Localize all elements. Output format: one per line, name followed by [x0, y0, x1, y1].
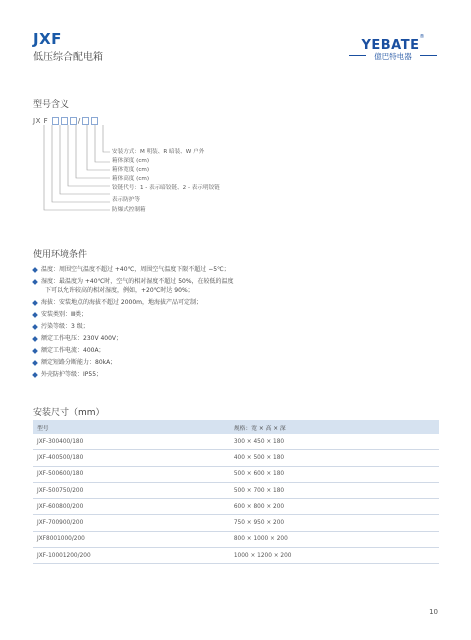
list-item — [33, 345, 105, 354]
meaning-height: 箱体高度 (cm) — [112, 176, 150, 182]
table-row — [33, 499, 439, 515]
dimensions-heading: 安装尺寸（mm） — [33, 408, 105, 418]
cell-size: 800 × 1000 × 200 — [160, 531, 439, 547]
cell-model: JXF-500750/200 — [33, 482, 160, 498]
list-item — [33, 264, 230, 273]
cell-model: JXF8001000/200 — [33, 531, 160, 547]
logo-registered: ® — [419, 34, 425, 40]
cell-size: 500 × 700 × 180 — [160, 482, 439, 498]
cell-size: 600 × 800 × 200 — [160, 499, 439, 515]
leader-line — [68, 125, 110, 186]
table-row — [33, 434, 439, 450]
list-item — [33, 309, 87, 318]
list-item-continuation — [45, 285, 194, 294]
list-item-text: 额定工作电流：400A； — [41, 347, 105, 354]
bullet-icon — [32, 279, 38, 285]
list-item — [33, 297, 202, 306]
list-item-text: 污染等级：3 级； — [41, 323, 89, 330]
table-row — [33, 482, 439, 498]
bullet-icon — [32, 324, 38, 330]
list-item-text: 湿度：最温度为 +40℃时，空气的相对湿度不超过 50%，在较低的温度 — [41, 278, 234, 285]
list-item — [33, 321, 89, 330]
leader-line — [52, 125, 110, 202]
cell-model: JXF-300400/180 — [33, 434, 160, 450]
cell-model: JXF-600800/200 — [33, 499, 160, 515]
model-code-separator: / — [77, 117, 81, 125]
leader-line — [44, 125, 110, 210]
meaning-install-mode: 安装方式：M 明装、R 暗装、W 户外 — [112, 149, 205, 155]
page-number: 10 — [429, 608, 438, 616]
table-row — [33, 548, 439, 564]
dimensions-table — [33, 420, 439, 564]
list-item — [33, 333, 122, 342]
bullet-icon — [32, 360, 38, 366]
list-item-text: 海拔：安装地点的海拔不超过 2000m，地海拔产品可定制； — [41, 299, 203, 306]
meaning-width: 箱体宽度 (cm) — [112, 167, 150, 173]
column-header-size: 规格：宽 × 高 × 深 — [160, 420, 439, 434]
meaning-protection: 表示防护等 — [112, 197, 140, 203]
leader-line — [103, 125, 110, 152]
list-item-text: 额定短路分断能力：80kA； — [41, 359, 117, 366]
cell-size: 300 × 450 × 180 — [160, 434, 439, 450]
list-item-text: 安装类别：Ⅲ类； — [41, 311, 88, 318]
product-name: 低压综合配电箱 — [33, 52, 103, 63]
conditions-heading: 使用环境条件 — [33, 250, 88, 260]
cell-size: 1000 × 1200 × 200 — [160, 548, 439, 564]
meaning-hinge: 铰链代号：1 - 表示暗铰链、2 - 表示明铰链 — [112, 185, 220, 191]
logo-brand: YEBATE — [361, 38, 420, 53]
cell-size: 500 × 600 × 180 — [160, 466, 439, 482]
cell-model: JXF-700900/200 — [33, 515, 160, 531]
table-header-row — [33, 420, 439, 434]
table-row — [33, 450, 439, 466]
cell-model: JXF-10001200/200 — [33, 548, 160, 564]
list-item-text: 下可以允许较高的相对湿度，例如，+20℃时达 90%； — [45, 287, 194, 294]
bullet-icon — [32, 336, 38, 342]
bullet-icon — [32, 348, 38, 354]
list-item — [33, 369, 102, 378]
leader-line — [60, 125, 110, 194]
product-code: JXF — [33, 30, 62, 48]
list-item — [33, 357, 116, 366]
bullet-icon — [32, 267, 38, 273]
column-header-model: 型号 — [33, 420, 160, 434]
leader-line — [87, 125, 110, 170]
table-row — [33, 531, 439, 547]
cell-model: JXF-500600/180 — [33, 466, 160, 482]
list-item — [33, 276, 234, 285]
cell-size: 750 × 950 × 200 — [160, 515, 439, 531]
cell-size: 400 × 500 × 180 — [160, 450, 439, 466]
bullet-icon — [32, 300, 38, 306]
table-row — [33, 466, 439, 482]
list-item-text: 外壳防护等级：IP55； — [41, 371, 103, 378]
bullet-icon — [32, 312, 38, 318]
model-heading: 型号含义 — [33, 100, 70, 110]
list-item-text: 温度：周围空气温度不超过 +40℃，周围空气温度下限不超过 −5℃； — [41, 266, 230, 273]
cell-model: JXF-400500/180 — [33, 450, 160, 466]
logo-subtitle: 億巴特电器 — [374, 52, 412, 61]
table-row — [33, 515, 439, 531]
bullet-icon — [32, 372, 38, 378]
leader-line — [95, 125, 110, 162]
meaning-box-type: 防爆式控制箱 — [112, 207, 146, 213]
list-item-text: 额定工作电压：230V 400V； — [41, 335, 123, 342]
meaning-depth: 箱体深度 (cm) — [112, 158, 150, 164]
model-code-prefix: JX F — [33, 117, 49, 125]
